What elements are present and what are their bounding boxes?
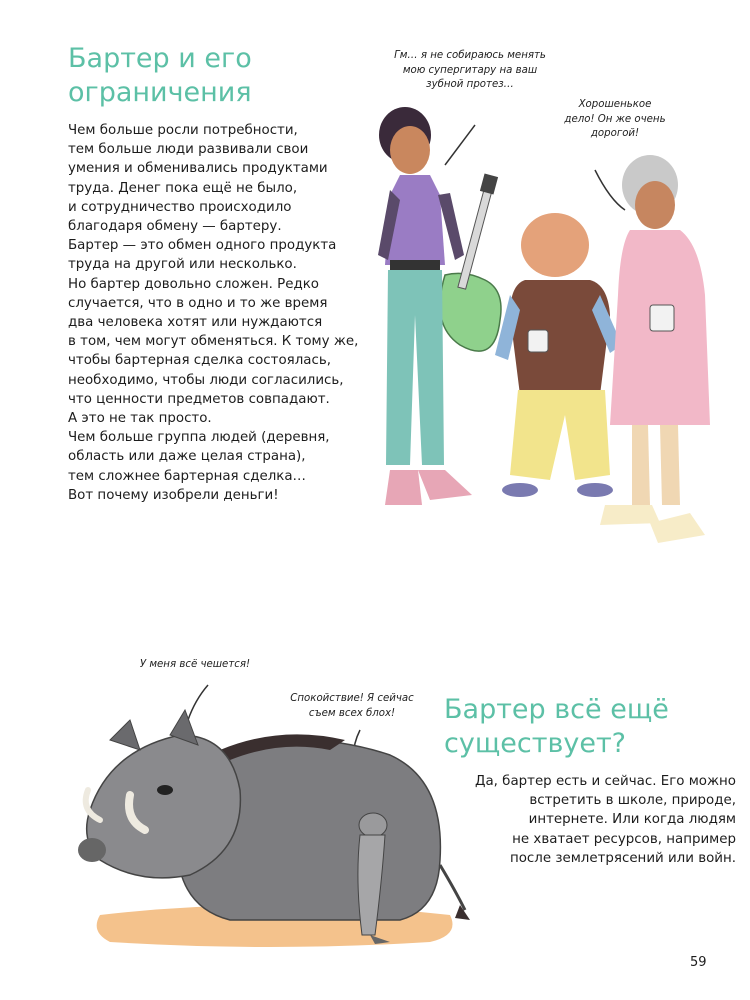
warthog-figure xyxy=(78,710,470,920)
speech-bubble-woman: Хорошенькое дело! Он же очень дорогой! xyxy=(564,99,666,139)
illustration-barter-people xyxy=(360,95,730,565)
illustration-warthog-meerkat xyxy=(70,680,470,955)
section-body-barter-exists: Да, бартер есть и сейчас. Его можно встретить в школе, природе, интернете. Или когда людям не хватает ресурсов, например после землетрясений или войн. xyxy=(475,774,736,866)
woman-figure xyxy=(600,155,710,543)
speech-bubble-warthog: У меня всё чешется! xyxy=(139,659,251,670)
section-title-barter-exists: Бартер всё ещё существует? xyxy=(444,694,669,759)
page-number: 59 xyxy=(690,955,707,970)
man-figure xyxy=(495,213,622,497)
section-title-barter-limits: Бартер и его ограничения xyxy=(68,43,252,108)
speech-bubble-meerkat: Спокойствие! Я сейчас съем всех блох! xyxy=(290,693,414,719)
section-body-barter-limits: Чем больше росли потребности, тем больше люди развивали свои умения и обменивались продуктами труда. Денег пока ещё не было, и сотрудничество происходило благодаря обмену — бартеру. Бартер — это обмен одного продукта труда на другой или несколько. Но бартер довольно сложен. Редко случается, что в одно и то же время два человека хотят или нуждаются в том, чем могут обменяться. К тому же, чтобы бартерная сделка состоялась, необходимо, чтобы люди согласились, что ценности предметов совпадают. А это не так просто. Чем больше группа людей (деревня, область или даже целая страна), тем сложнее бартерная сделка… Вот почему изобрели деньги! xyxy=(68,123,359,503)
speech-bubble-girl: Гм… я не собираюсь менять мою супергитару на ваш зубной протез… xyxy=(394,50,546,90)
